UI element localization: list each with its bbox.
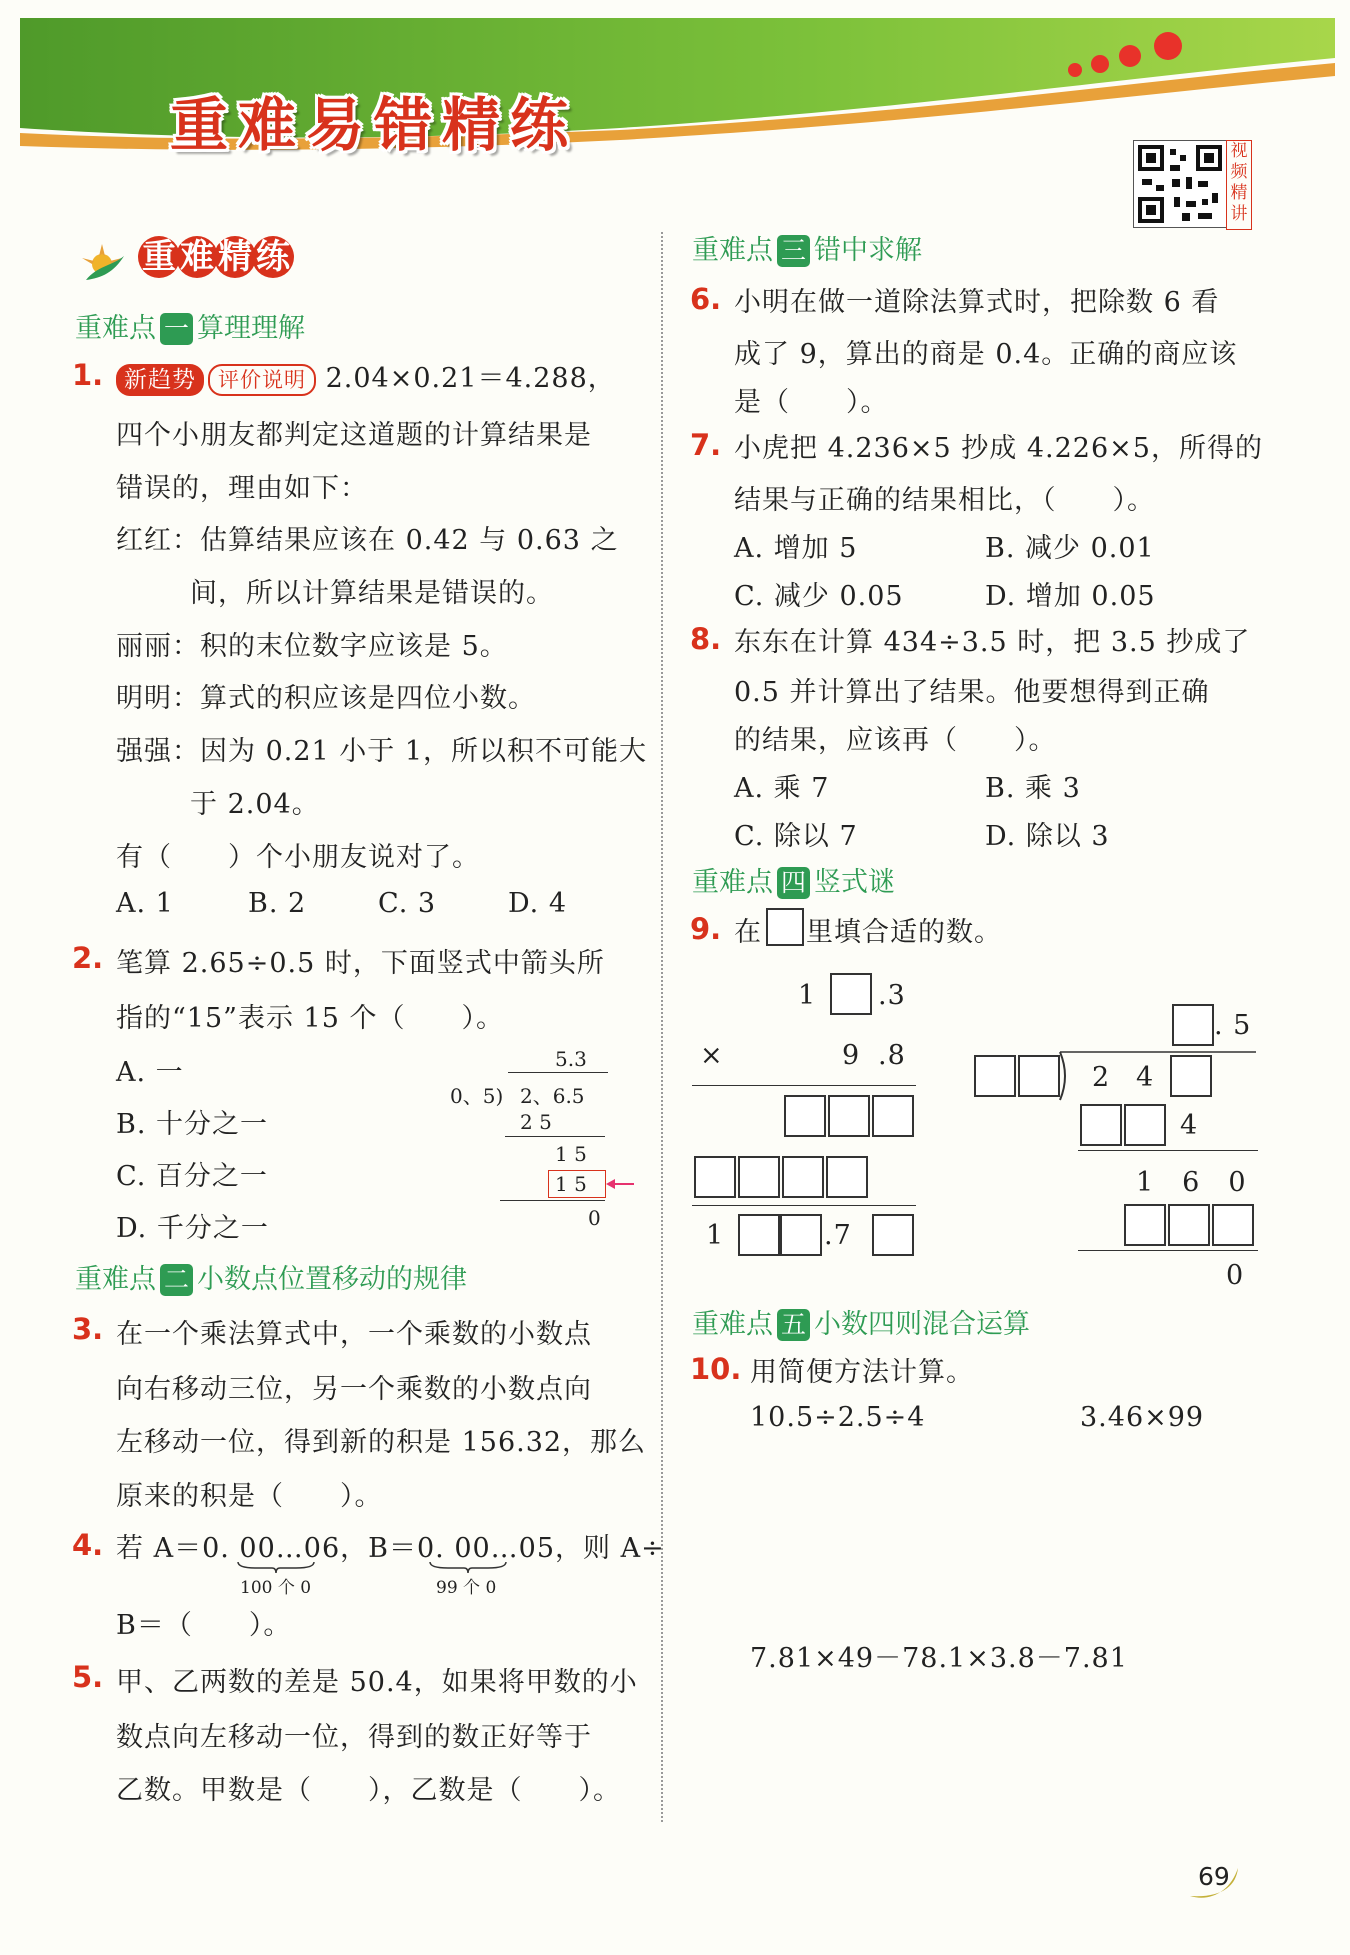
q4-line2: B＝（ ）。 [116,1610,292,1641]
question-number: 10. [690,1352,742,1386]
answer-box[interactable] [1018,1055,1060,1097]
question-number: 7. [690,428,722,462]
answer-box[interactable] [826,1156,868,1198]
q9-mul-res3: .7 [824,1220,852,1251]
section-prefix: 重难点 [692,1309,773,1340]
q9-div-line [1078,1150,1258,1151]
q9-text-b: 里填合适的数。 [806,917,1002,948]
q1-line3: 错误的，理由如下： [116,473,368,504]
answer-box[interactable] [1124,1204,1166,1246]
answer-box[interactable] [738,1214,780,1256]
section-name: 算理理解 [197,313,306,344]
q1-text: 2.04×0.21＝4.288， [325,363,616,394]
q2-line [505,1136,605,1137]
q8-option-c[interactable]: C. 除以 7 [734,821,858,852]
q2-option-b[interactable]: B. 十分之一 [116,1109,269,1140]
section-number: 四 [777,867,810,899]
q4-underbrace-label-1: 100 个 0 [240,1578,312,1598]
q2-divisor: 0、5) [450,1084,504,1108]
answer-box[interactable] [828,1095,870,1137]
section-heading-2 [75,1257,467,1296]
q2-division-bar [508,1072,608,1073]
q6-line3: 是（ ）。 [734,387,889,418]
q10-expr-1: 10.5÷2.5÷4 [750,1402,926,1433]
q2-line [500,1200,605,1201]
q1-line2: 四个小朋友都判定这道题的计算结果是 [116,420,592,451]
q7-option-d[interactable]: D. 增加 0.05 [985,581,1156,612]
q3-line3: 左移动一位，得到新的积是 156.32，那么 [116,1427,647,1458]
arrow-left-icon [606,1176,636,1192]
q9-div-r4: 4 [1180,1110,1199,1141]
section-name: 小数四则混合运算 [814,1309,1031,1340]
q1-option-b[interactable]: B. 2 [248,888,307,919]
section-name: 竖式谜 [814,867,896,898]
answer-box[interactable] [1168,1204,1210,1246]
q8-line3: 的结果，应该再（ ）。 [734,725,1057,756]
q9-mul-b2: .8 [878,1040,906,1071]
answer-box[interactable] [872,1214,914,1256]
q1-ming: 明明：算式的积应该是四位小数。 [116,683,536,714]
section-prefix: 重难点 [75,1264,156,1295]
q1-option-d[interactable]: D. 4 [508,888,568,919]
q2-option-d[interactable]: D. 千分之一 [116,1213,269,1244]
answer-box[interactable] [784,1095,826,1137]
question-number: 3. [72,1312,104,1346]
q9-mul-times: × [700,1040,724,1071]
qr-label: 视频精讲 [1226,140,1252,230]
q9-mul-b1: 9 [842,1040,861,1071]
section-name: 错中求解 [814,235,923,266]
new-trend-tag: 新趋势 [116,364,204,396]
question-number: 8. [690,622,722,656]
division-bracket [1058,1048,1258,1104]
q1-option-c[interactable]: C. 3 [378,888,437,919]
section-title-char: 重 [138,236,180,278]
section-heading-3 [692,228,922,267]
section-name: 小数点位置移动的规律 [197,1264,468,1295]
q8-option-b[interactable]: B. 乘 3 [985,773,1081,804]
q7-line2: 结果与正确的结果相比，（ ）。 [734,485,1155,516]
q1-line1 [116,356,616,396]
q4-underbrace-label-2: 99 个 0 [436,1578,497,1598]
q9-div-zero: 0 [1226,1260,1245,1291]
section-title-char: 练 [252,236,294,278]
q9-mul-line [692,1085,916,1086]
underbrace-2 [428,1560,508,1574]
q9-div-line [1078,1250,1258,1251]
answer-box[interactable] [974,1055,1016,1097]
q7-line1: 小虎把 4.236×5 抄成 4.226×5，所得的 [734,433,1263,464]
q6-line1: 小明在做一道除法算式时，把除数 6 看 [734,287,1220,318]
q7-option-a[interactable]: A. 增加 5 [734,533,858,564]
q1-li: 丽丽：积的末位数字应该是 5。 [116,631,508,662]
q9-mul-top1: 1 [798,980,817,1011]
q2-dividend: 2、6.5 [520,1084,585,1108]
q8-line1: 东东在计算 434÷3.5 时，把 3.5 抄成了 [734,627,1251,658]
q3-line2: 向右移动三位，另一个乘数的小数点向 [116,1374,592,1405]
q1-hong2: 间，所以计算结果是错误的。 [190,578,554,609]
q4-line1: 若 A＝0. 00…06，B＝0. 00…05，则 A÷ [116,1533,665,1564]
answer-box[interactable] [694,1156,736,1198]
section-heading-4 [692,860,895,899]
section-prefix: 重难点 [692,235,773,266]
q10-expr-3: 7.81×49－78.1×3.8－7.81 [750,1643,1128,1674]
q2-row1: 2 5 [520,1110,552,1134]
answer-box[interactable] [1172,1004,1214,1046]
q5-line1: 甲、乙两数的差是 50.4，如果将甲数的小 [116,1667,638,1698]
q9-mul-res1: 1 [706,1220,725,1251]
answer-box[interactable] [1124,1104,1166,1146]
section-heading-1 [75,306,305,345]
question-number: 5. [72,1660,104,1694]
q2-line2: 指的“15”表示 15 个（ ）。 [116,1003,504,1034]
question-number: 9. [690,912,722,946]
section-number: 二 [160,1264,193,1296]
q8-option-a[interactable]: A. 乘 7 [734,773,830,804]
q1-ask: 有（ ）个小朋友说对了。 [116,842,480,873]
q10-line1: 用简便方法计算。 [750,1357,974,1388]
q2-line1: 笔算 2.65÷0.5 时，下面竖式中箭头所 [116,948,605,979]
q2-row2: 1 5 [555,1142,587,1166]
section-title [138,236,290,278]
q7-option-b[interactable]: B. 减少 0.01 [985,533,1155,564]
section-number: 五 [777,1309,810,1341]
q2-option-c[interactable]: C. 百分之一 [116,1161,268,1192]
question-number: 4. [72,1528,104,1562]
eval-tag: 评价说明 [208,364,316,396]
answer-box[interactable] [766,908,804,946]
answer-box[interactable] [1080,1104,1122,1146]
q6-line2: 成了 9，算出的商是 0.4。正确的商应该 [734,339,1238,370]
answer-box[interactable] [780,1214,822,1256]
q7-option-c[interactable]: C. 减少 0.05 [734,581,904,612]
q2-row4: 0 [588,1206,601,1230]
q2-option-a[interactable]: A. 一 [116,1057,184,1088]
q9-mul-top3: .3 [878,980,906,1011]
q2-row3: 1 5 [555,1172,587,1196]
q9-div-160: 1 6 0 [1136,1167,1247,1198]
question-number: 1. [72,358,104,392]
q3-line4: 原来的积是（ ）。 [116,1481,383,1512]
q9-div-d2: 2 [1092,1062,1111,1093]
q9-div-quot: . 5 [1214,1010,1252,1041]
section-title-char: 精 [214,236,256,278]
q8-line2: 0.5 并计算出了结果。他要想得到正确 [734,677,1210,708]
answer-box[interactable] [1170,1055,1212,1097]
banner-title: 重难易错精练 [170,91,579,159]
q1-option-a[interactable]: A. 1 [116,888,174,919]
answer-box[interactable] [830,973,872,1015]
q9-text-a: 在 [734,917,762,948]
section-title-char: 难 [176,236,218,278]
q3-line1: 在一个乘法算式中，一个乘数的小数点 [116,1319,592,1350]
column-divider [661,232,663,1822]
underbrace-1 [236,1560,316,1574]
page-number: 69 [1198,1862,1230,1891]
question-number: 6. [690,282,722,316]
q8-option-d[interactable]: D. 除以 3 [985,821,1110,852]
answer-box[interactable] [782,1156,824,1198]
q10-expr-2: 3.46×99 [1080,1402,1205,1433]
section-prefix: 重难点 [75,313,156,344]
section-number: 一 [160,313,193,345]
answer-box[interactable] [738,1156,780,1198]
q1-qiang2: 于 2.04。 [190,789,320,820]
qr-code[interactable] [1133,140,1227,228]
q2-quotient: 5.3 [555,1047,587,1071]
question-number: 2. [72,941,104,975]
section-prefix: 重难点 [692,867,773,898]
q9-mul-line [692,1205,916,1206]
qr-code-icon [1134,141,1226,227]
answer-box[interactable] [1212,1204,1254,1246]
q1-qiang1: 强强：因为 0.21 小于 1，所以积不可能大 [116,736,648,767]
answer-box[interactable] [872,1095,914,1137]
q5-line2: 数点向左移动一位，得到的数正好等于 [116,1722,592,1753]
q5-line3: 乙数。甲数是（ ），乙数是（ ）。 [116,1775,621,1806]
q9-div-d4: 4 [1136,1062,1155,1093]
q1-hong1: 红红：估算结果应该在 0.42 与 0.63 之 [116,525,619,556]
section-heading-5 [692,1302,1030,1341]
section-number: 三 [777,235,810,267]
star-logo-icon [72,236,132,286]
